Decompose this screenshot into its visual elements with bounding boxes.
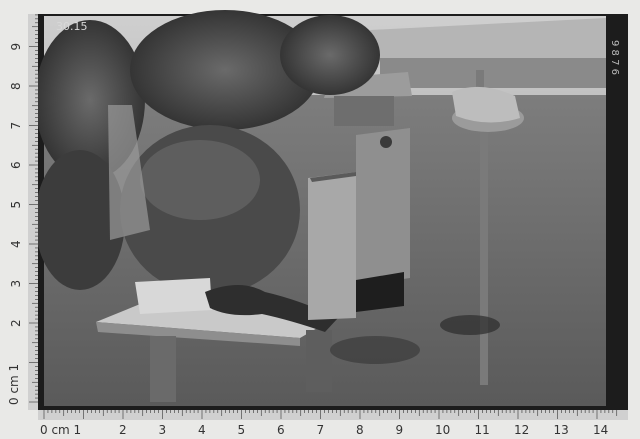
ruler-left-label: 5: [9, 200, 23, 209]
ruler-bottom-label: 10: [435, 423, 451, 437]
ruler-bottom-label: 8: [356, 423, 364, 437]
ruler-left-unit: 0 cm 1: [7, 363, 21, 405]
ruler-bottom-label: 5: [237, 423, 246, 437]
shadow-post: [440, 315, 500, 335]
photo-area: [35, 10, 606, 406]
ruler-bottom-label: 2: [119, 423, 127, 437]
ruler-bottom-label: 11: [474, 423, 490, 437]
ruler-bottom-label: 12: [514, 423, 530, 437]
ruler-left: [7, 14, 38, 410]
ruler-bottom-label: 7: [316, 423, 325, 437]
ruler-bottom-label: 6: [277, 423, 285, 437]
ruler-left-label: 9: [9, 42, 23, 51]
ruler-bottom-label: 14: [593, 423, 609, 437]
ruler-bottom-label: 3: [158, 423, 167, 437]
ruler-bottom-label: 13: [553, 423, 569, 437]
ruler-left-label: 4: [9, 240, 23, 248]
bush-center-highlight: [140, 140, 260, 220]
edge-marks: 9 8 7 6: [609, 40, 620, 75]
ruler-left-label: 7: [9, 121, 23, 130]
tree-right: [280, 15, 380, 95]
barn-wall: [380, 58, 606, 88]
ruler-bottom-label: 9: [395, 423, 404, 437]
ruler-left-label: 2: [9, 319, 23, 327]
ruler-bottom-label: 4: [198, 423, 206, 437]
shed-wall: [334, 96, 394, 126]
ruler-left-label: 6: [9, 161, 23, 169]
ruler-left-label: 3: [9, 279, 23, 288]
shadow-box: [330, 336, 420, 364]
plate-number: 30.15: [56, 20, 88, 33]
ruler-bottom: [38, 410, 628, 437]
ruler-left-label: 8: [9, 82, 23, 90]
ruler-bottom-unit: 0 cm 1: [40, 423, 82, 437]
